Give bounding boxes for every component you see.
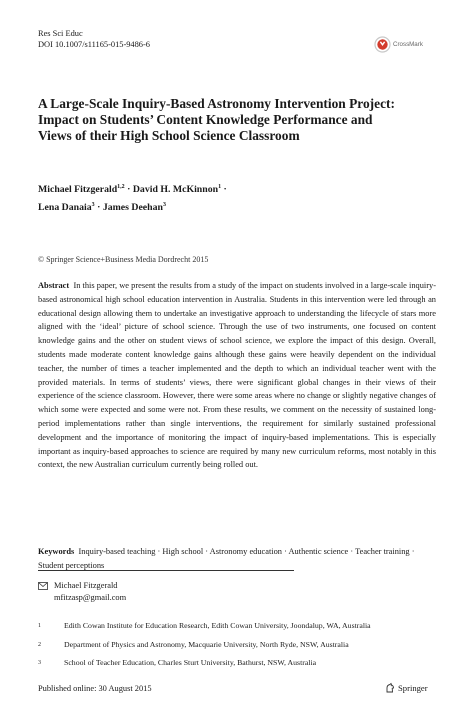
- author-name: David H. McKinnon: [132, 184, 219, 195]
- doi: DOI 10.1007/s11165-015-9486-6: [38, 40, 150, 49]
- author-name: Michael Fitzgerald: [38, 184, 118, 195]
- author-name: Lena Danaia: [38, 201, 92, 213]
- author-separator: ·: [97, 201, 101, 213]
- author-list: [38, 180, 418, 215]
- affiliation-number: 2: [38, 641, 41, 648]
- contact-email[interactable]: mfitzasp@gmail.com: [54, 593, 127, 602]
- abstract: [38, 279, 436, 472]
- corresponding-author: [38, 580, 126, 604]
- affiliation-number: 3: [38, 660, 41, 667]
- published-date: Published online: 30 August 2015: [38, 684, 152, 693]
- abstract-text: In this paper, we present the results from a study of the impact on students involved in a large-scale inquiry-based astronomical high school education intervention in Australia. Students in this intervention were led through an educational design allowing them to undertake an investigative approach to understanding the lifecycle of stars more aligned with the ‘ideal’ picture of school science. Through the use of two instruments, one focused on content knowledge gains and the other on student views of school science, we explore the impact of this design. Overall, students made moderate content knowledge gains although these gains were heavily dependent on the individual teacher, the number of times a teacher implemented and the depth to which an individual teacher went with the provided materials. In terms of students’ views, there were significant global changes in their views of their experience of the science classroom. However, there were some areas where no change or slightly negative changes of which some were expected and some were not. From these results, we comment on the necessity of sustained long-period implementations rather than single interventions, the requirement for similarly sustained professional development and the importance of monitoring the impact of inquiry-based implementations. This is especially important as inquiry-based approaches to science are required by many new curriculum reforms, most notably in this context, the new Australian curriculum currently being rolled out.: [38, 281, 436, 470]
- affiliation-item: [38, 621, 448, 631]
- article-title: A Large-Scale Inquiry-Based Astronomy Intervention Project: Impact on Students’ Content Knowledge Performance and Views of their High School Science Classroom: [38, 96, 395, 144]
- springer-logo: [384, 682, 428, 694]
- affiliation-text: Department of Physics and Astronomy, Macquarie University, North Ryde, NSW, Australia: [64, 639, 349, 649]
- author-affil-sup: 1,2: [117, 184, 125, 190]
- author-affil-sup: 3: [162, 201, 166, 208]
- author-name: James Deehan: [102, 201, 163, 213]
- keywords-label: Keywords: [38, 547, 75, 556]
- journal-header: [38, 28, 150, 50]
- contact-name: Michael Fitzgerald: [54, 581, 118, 590]
- mail-icon: [38, 582, 48, 590]
- crossmark-label: CrossMark: [393, 41, 423, 48]
- footnote-divider: [38, 570, 294, 571]
- author-separator: ·: [127, 184, 131, 195]
- springer-label: Springer: [398, 683, 428, 693]
- affiliation-text: Edith Cowan Institute for Education Research, Edith Cowan University, Joondalup, WA, Australia: [64, 621, 371, 630]
- author-separator: ·: [223, 184, 227, 195]
- copyright-line: © Springer Science+Business Media Dordrecht 2015: [38, 255, 209, 264]
- crossmark-badge[interactable]: [374, 36, 423, 53]
- author-affil-sup: 1: [218, 184, 222, 190]
- affiliation-text: School of Teacher Education, Charles Sturt University, Bathurst, NSW, Australia: [64, 658, 317, 668]
- keywords-text: Inquiry-based teaching · High school · Astronomy education · Authentic science · Teacher training · Student perceptions: [38, 547, 415, 570]
- abstract-label: Abstract: [38, 281, 70, 290]
- affiliation-item: [38, 640, 448, 650]
- affiliations: [38, 621, 448, 677]
- affiliation-item: [38, 658, 448, 668]
- affiliation-number: 1: [38, 623, 41, 629]
- journal-name: Res Sci Educ: [38, 29, 83, 38]
- author-affil-sup: 3: [91, 201, 95, 208]
- crossmark-icon: [374, 36, 391, 53]
- springer-horse-icon: [384, 682, 396, 694]
- keywords: [38, 545, 436, 573]
